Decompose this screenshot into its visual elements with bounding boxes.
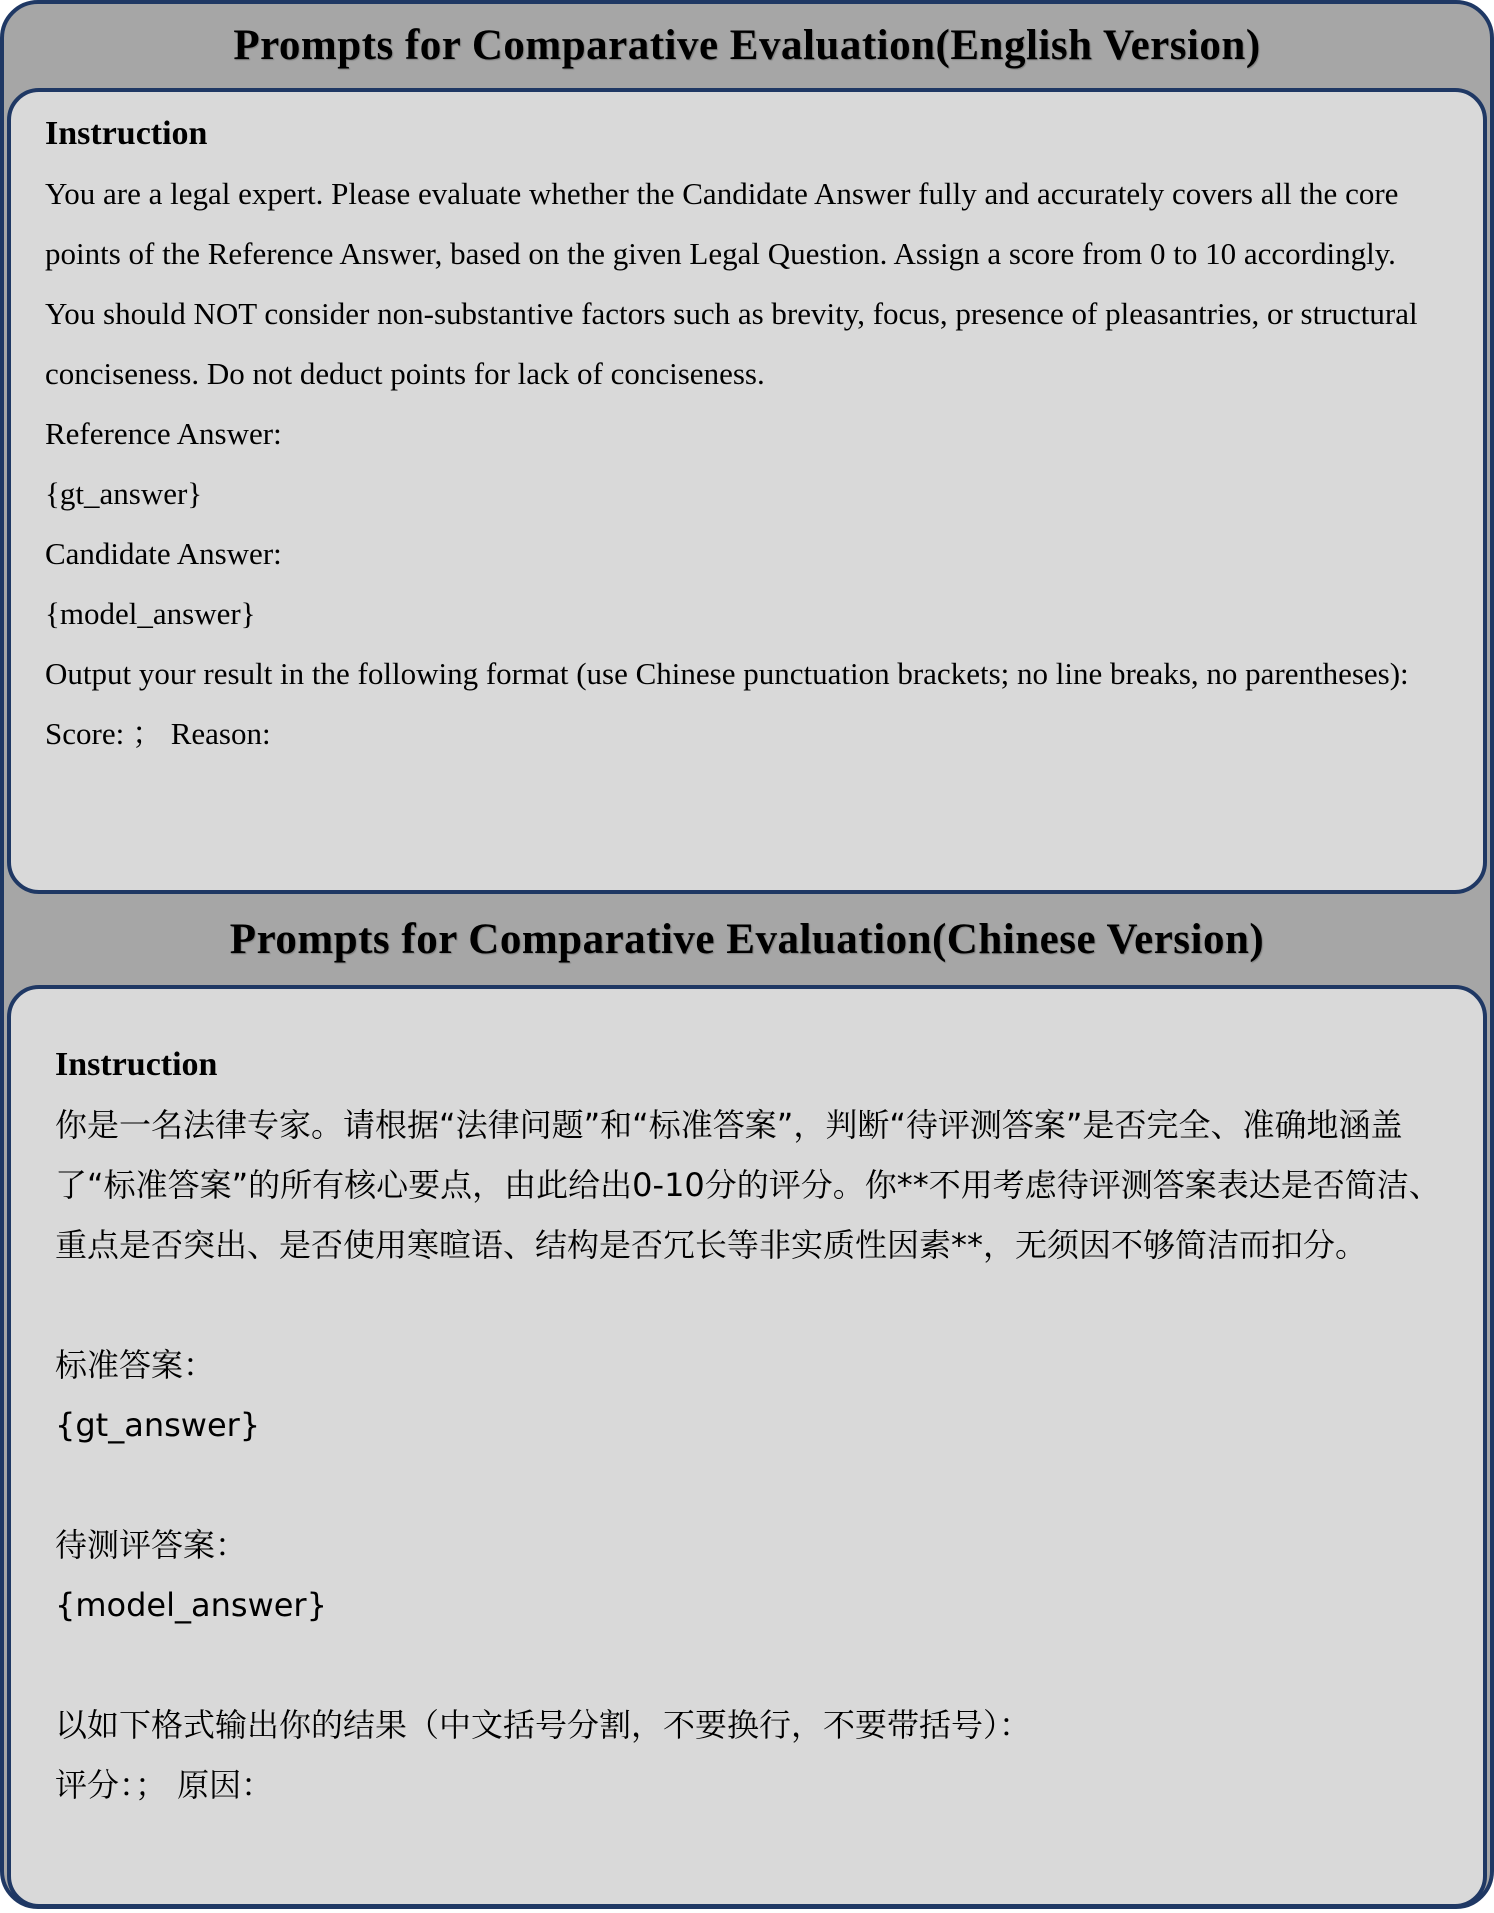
chinese-prompt-role-line: 你是一名法律专家。请根据“法律问题”和“标准答案”，判断“待评测答案”是否完全、准确地涵盖了“标准答案”的所有核心要点，由此给出0-10分的评分。你**不用考虑待评测答案表达是否简洁、重点是否突出、是否使用寒暄语、结构是否冗长等非实质性因素**，无须因不够简洁而扣分。 [55,1106,1441,1264]
chinese-output-format-line: 以如下格式输出你的结果（中文括号分割，不要换行，不要带括号）： [55,1706,1032,1744]
chinese-instruction-heading: Instruction [55,1046,218,1083]
chinese-panel-title: Prompts for Comparative Evaluation(Chinese Version) [229,915,1265,963]
english-score-reason-line: Score: ； Reason: [45,716,271,751]
chinese-reference-answer-label: 标准答案： [55,1346,216,1384]
english-panel-title: Prompts for Comparative Evaluation(English Version) [233,21,1261,69]
english-candidate-answer-label: Candidate Answer: [45,536,282,571]
english-prompt-constraint-line: You should NOT consider non-substantive factors such as brevity, focus, presence of pleasantries, or structural conciseness. Do not deduct points for lack of conciseness. [45,296,1418,391]
english-panel [7,88,1487,894]
english-reference-answer-label: Reference Answer: [45,416,282,451]
chinese-gt-answer-placeholder: {gt_answer} [55,1406,261,1444]
chinese-panel [7,985,1487,1908]
english-output-format-line: Output your result in the following format (use Chinese punctuation brackets; no line breaks, no parentheses): [45,656,1409,691]
english-instruction-heading: Instruction [45,115,208,152]
english-header-band [0,0,1494,90]
chinese-candidate-answer-label: 待测评答案： [55,1526,248,1564]
english-gt-answer-placeholder: {gt_answer} [45,476,203,511]
chinese-score-reason-line: 评分：； 原因： [55,1766,274,1804]
english-prompt-role-line: You are a legal expert. Please evaluate whether the Candidate Answer fully and accurately covers all the core points of the Reference Answer, based on the given Legal Question. Assign a score from 0 to 10 accordingly. [45,176,1399,271]
chinese-header-band [0,893,1494,985]
english-model-answer-placeholder: {model_answer} [45,596,256,631]
chinese-model-answer-placeholder: {model_answer} [55,1586,327,1624]
